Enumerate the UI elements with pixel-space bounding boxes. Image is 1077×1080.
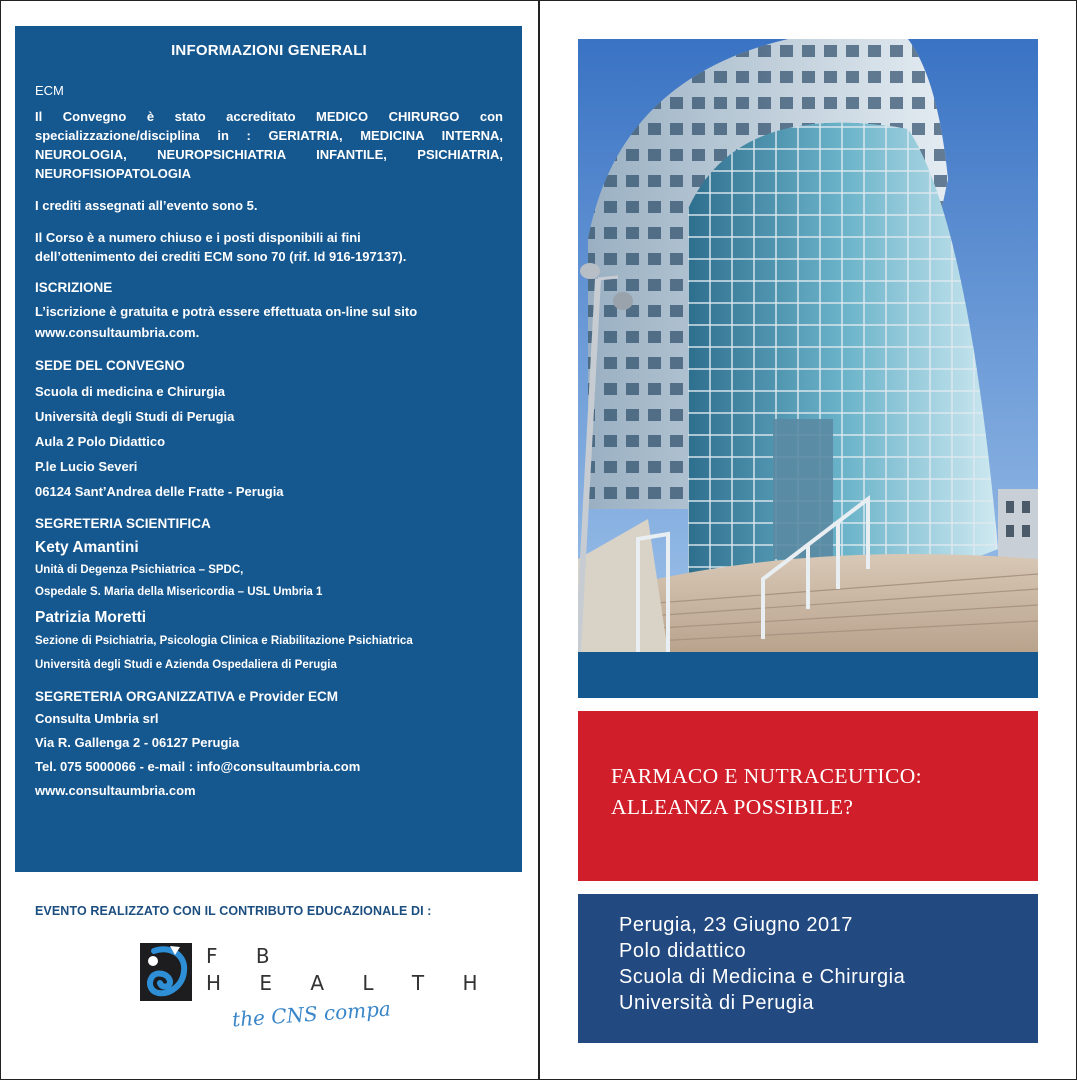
building-photo [578, 39, 1038, 652]
event-details-box [578, 894, 1038, 1043]
logo-fb-text: F B [206, 944, 286, 968]
iscrizione-title: ISCRIZIONE [35, 280, 113, 295]
building-image [578, 39, 1038, 652]
org-line: Via R. Gallenga 2 - 06127 Perugia [35, 735, 240, 750]
course-line-2: dell’ottenimento dei crediti ECM sono 70 (rif. Id 916-197137). [35, 249, 407, 264]
person-name: Kety Amantini [35, 539, 139, 556]
fb-health-emblem-icon [140, 943, 192, 1001]
logo-health-text: H E A L T H [206, 971, 494, 995]
sede-line: 06124 Sant’Andrea delle Fratte - Perugia [35, 484, 284, 499]
event-title-line-1: FARMACO E NUTRACEUTICO: [611, 764, 923, 788]
event-title [611, 761, 922, 823]
ecm-label: ECM [35, 83, 64, 98]
ecm-accreditation-text: Il Convegno è stato accreditato MEDICO CHIRURGO con specializzazione/disciplina in : GERIATRIA, MEDICINA INTERNA, NEUROLOGIA, NEUROPSICHIATRIA INFANTILE, PSICHIATRIA, NEUROFISIOPATOLOGIA [35, 109, 503, 181]
person-affiliation: Università degli Studi e Azienda Ospedaliera di Perugia [35, 659, 337, 671]
sponsor-label: EVENTO REALIZZATO CON IL CONTRIBUTO EDUCAZIONALE DI : [35, 904, 432, 918]
person-affiliation: Unità di Degenza Psichiatrica – SPDC, [35, 564, 244, 576]
credits-text: I crediti assegnati all’evento sono 5. [35, 198, 258, 213]
sede-line: Università degli Studi di Perugia [35, 409, 235, 424]
event-date: Perugia, 23 Giugno 2017 [619, 914, 853, 936]
logo-tagline: the CNS compa [231, 996, 392, 1032]
person-name: Patrizia Moretti [35, 609, 147, 626]
sede-line: Scuola di medicina e Chirurgia [35, 384, 225, 399]
person-affiliation: Sezione di Psichiatria, Psicologia Clinica e Riabilitazione Psichiatrica [35, 635, 413, 647]
blue-accent-bar [578, 652, 1038, 698]
person-affiliation: Ospedale S. Maria della Misericordia – USL Umbria 1 [35, 586, 323, 598]
iscrizione-line-2: www.consultaumbria.com. [35, 325, 200, 340]
event-school: Scuola di Medicina e Chirurgia [619, 966, 906, 988]
sede-line: P.le Lucio Severi [35, 459, 138, 474]
event-title-line-2: ALLEANZA POSSIBILE? [611, 795, 854, 819]
iscrizione-line-1: L’iscrizione è gratuita e potrà essere effettuata on-line sul sito [35, 304, 418, 319]
organizing-secretariat-title: SEGRETERIA ORGANIZZATIVA e Provider ECM [35, 689, 339, 704]
org-line: Consulta Umbria srl [35, 711, 159, 726]
event-venue: Polo didattico [619, 940, 747, 962]
general-info-panel [15, 26, 522, 872]
course-line-1: Il Corso è a numero chiuso e i posti disponibili ai fini [35, 230, 361, 245]
info-heading: INFORMAZIONI GENERALI [171, 42, 367, 59]
fold-divider [538, 0, 540, 1080]
scientific-secretariat-title: SEGRETERIA SCIENTIFICA [35, 516, 211, 531]
event-university: Università di Perugia [619, 992, 815, 1014]
sede-title: SEDE DEL CONVEGNO [35, 358, 185, 373]
org-line: www.consultaumbria.com [35, 783, 196, 798]
title-box [578, 711, 1038, 881]
sede-line: Aula 2 Polo Didattico [35, 434, 166, 449]
org-line: Tel. 075 5000066 - e-mail : info@consultaumbria.com [35, 759, 361, 774]
